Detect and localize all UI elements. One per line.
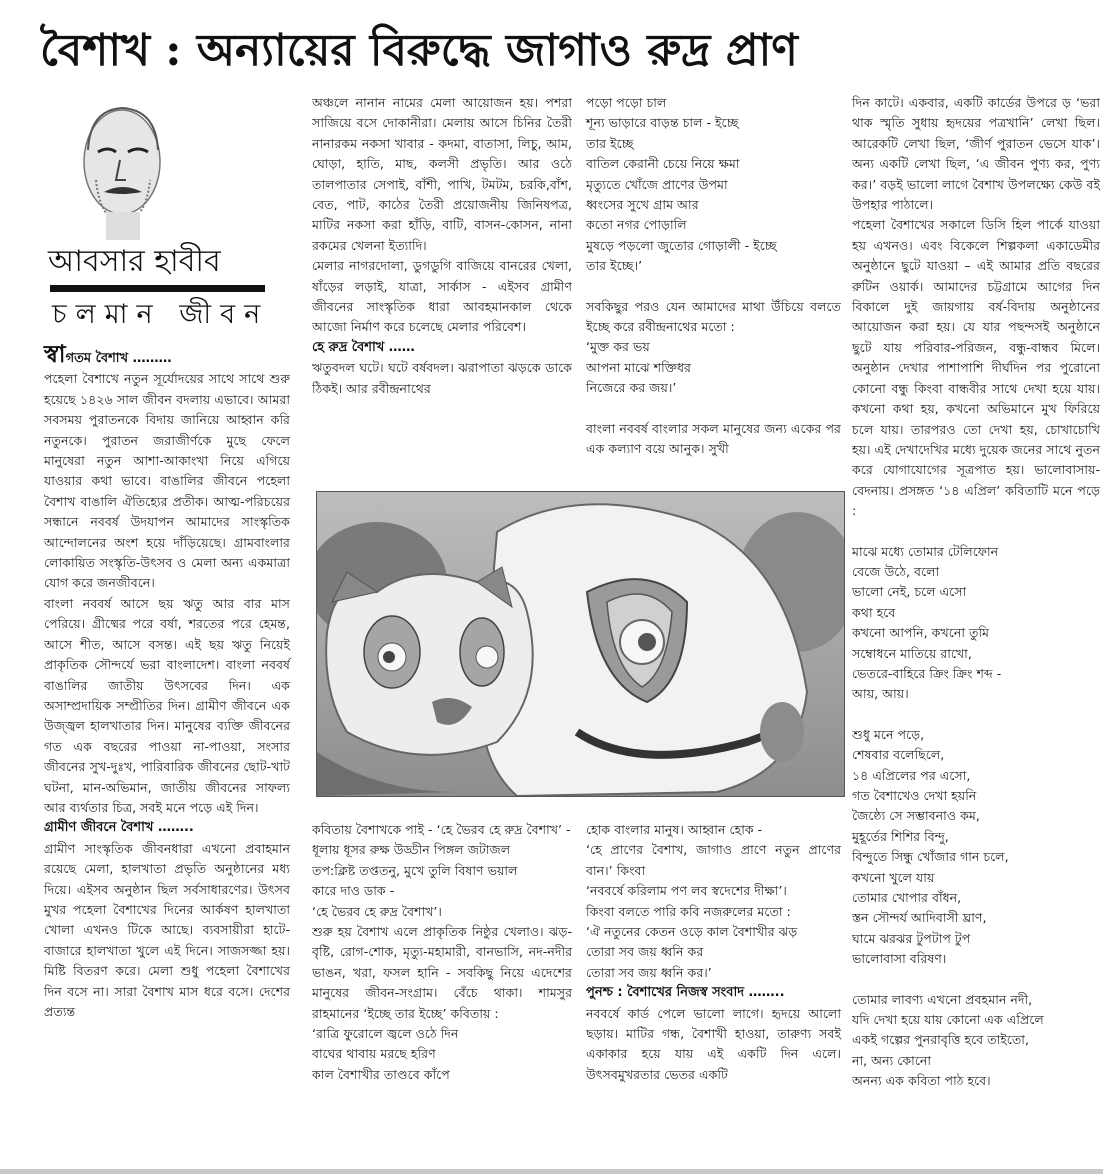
verse-line: গত বৈশাখেও দেখা হয়নি	[852, 788, 977, 803]
paragraph: নববর্ষে কার্ড পেলে ভালো লাগে। হৃদয়ে আলো ছড়ায়। মাটির গন্ধ, বৈশাখী হাওয়া, তারুণ্য সবই একাকার হয়ে যায় এই একটি দিন এলে। উৎসবমুখরতার ভেতর একটি	[586, 1005, 841, 1082]
paragraph: ‘ঐ নতুনের কেতন ওড়ে কাল বৈশাখীর ঝড়	[586, 924, 798, 940]
tiger-effigy-image	[317, 492, 844, 796]
section-heading: গ্রামীণ জীবনে বৈশাখ ……..	[44, 820, 194, 836]
verse-line: ঘামে ঝরঝর টুপটাপ টুপ	[852, 930, 971, 946]
verse-line: শেষবার বলেছিলে,	[852, 747, 945, 763]
verse-line: ‘মুক্ত কর ভয়	[586, 339, 650, 355]
verse-line: আয়, আয়।	[852, 686, 909, 702]
verse-line: ধূলায় ধূসর রুক্ষ উড্ডীন পিঙ্গল জটাজল	[312, 842, 511, 858]
tiger-effigy-photo	[316, 491, 845, 797]
verse-line: না, অন্য কোনো	[852, 1052, 932, 1068]
verse-line: তার ইচ্ছে	[586, 135, 634, 151]
verse-line: মুষড়ে পড়লো জুতোর গোড়ালী - ইচ্ছে	[586, 237, 777, 253]
author-portrait	[70, 100, 170, 240]
headline: বৈশাখ : অন্যায়ের বিরুদ্ধে জাগাও রুদ্র প্রাণ	[40, 25, 798, 76]
verse-line: কখনো আপনি, কখনো তুমি	[852, 625, 990, 641]
paragraph: দিন কাটে। একবার, একটি কার্ডের উপরে ড় ‘ভরা থাক স্মৃতি সুধায় হৃদয়ের পত্রখানি’ লেখা ছিল। আরেকটি লেখা ছিল, ‘জীর্ণ পুরাতন ভেসে যাক’। অন্য একটি লেখা ছিল, ‘এ জীবন পুণ্য কর, পুণ্য কর।’ বড়ই ভালো লাগে বৈশাখ উপলক্ষ্যে কেউ বই উপহার পাঠালে।	[852, 95, 1100, 213]
paragraph: হোক বাংলার মানুষ। আহ্বান হোক -	[586, 822, 763, 837]
verse-line: তোরা সব জয় ধ্বনি কর।’	[586, 964, 712, 980]
verse-line: অনন্য এক কবিতা পাঠ হবে।	[852, 1073, 991, 1089]
verse-line: শূন্য ভাড়ারে বাড়ন্ত চাল - ইচ্ছে	[586, 115, 739, 131]
verse-line: ভালোবাসা বরিষণ।	[852, 951, 947, 967]
verse-line: কারে দাও ডাক -	[312, 883, 395, 899]
column-2-top	[312, 93, 572, 399]
verse-line: কথা হবে	[852, 604, 896, 620]
verse-line: তোরা সব জয় ধ্বনি কর	[586, 944, 704, 960]
section-heading: হে রুদ্র বৈশাখ ……	[312, 339, 415, 355]
verse-line: কতো নগর পোড়ালি	[586, 217, 687, 233]
column-4	[852, 93, 1100, 1092]
verse-line: মাঝে মধ্যে তোমার টেলিফোন	[852, 543, 999, 559]
column-3-bottom	[586, 820, 841, 1085]
verse-line: জৈষ্ঠ্যে সে সম্ভাবনাও কম,	[852, 808, 980, 824]
section-heading: স্বাগতম বৈশাখ ………	[44, 339, 172, 368]
verse-line: মৃত্যুতে খোঁজে প্রাণের উপমা	[586, 176, 728, 192]
paragraph: সবকিছুর পরও যেন আমাদের মাথা উঁচিয়ে বলতে ইচ্ছে করে রবীন্দ্রনাথের মতো :	[586, 298, 841, 335]
paragraph: কবিতায় বৈশাখকে পাই - ‘হে ভৈরব হে রুদ্র বৈশাখ’ -	[312, 822, 571, 837]
paragraph: বাংলা নববর্ষ আসে ছয় ঋতু আর বার মাস পেরিয়ে। গ্রীষ্মের পরে বর্ষা, শরতের পরে হেমন্ত, আসে শীত, আসে বসন্ত। এই ছয় ঋতু নিয়েই প্রাকৃতিক সৌন্দর্যে ভরা বাংলাদেশ। বাংলা নববর্ষ বাঙালির জাতীয় উৎসবের দিন। এক অসাম্প্রদায়িক সম্প্রীতির দিন। গ্রামীণ জীবনে এক উজ্জ্বল হালখাতার দিন। মানুষের ব্যক্তি জীবনের গত এক বছরের পাওয়া না-পাওয়া, সংসার জীবনের সুখ-দুঃখ, পারিবারিক জীবনের ছোট-খাট ঘটনা, মান-অভিমান, জাতীয় জীবনের সাফল্য আর ব্যর্থতার চিত্র, সবই মনে পড়ে এই দিন।	[44, 595, 290, 815]
verse-line: মুহূর্তের শিশির বিন্দু,	[852, 828, 949, 844]
bottom-divider	[0, 1169, 1103, 1174]
verse-line: সম্বোধনে মাতিয়ে রাখো,	[852, 645, 972, 661]
paragraph: ঋতুবদল ঘটে। ঘটে বর্ষবদল। ঝরাপাতা ঝড়কে ডাকে ঠিকই। আর রবীন্দ্রনাথের	[312, 360, 572, 396]
drop-cap: স্বা	[44, 339, 66, 368]
paragraph: গ্রামীণ সাংস্কৃতিক জীবনধারা এখনো প্রবাহমান রয়েছে মেলা, হালখাতা প্রভৃতি অনুষ্ঠানের মধ্য দিয়ে। এইসব অনুষ্ঠান ছিল সর্বসাধারণের। উৎসব মুখর পহেলা বৈশাখের দিনের আর্কষণ হালখাতা খোলা এখনও টিকে আছে। ব্যবসায়ীরা হাটে-বাজারে হালখাতা খুলে এই দিনে। সাজসজ্জা হয়। মিষ্টি বিতরণ করে। মেলা শুধু পহেলা বৈশাখের দিন বসে না। সারা বৈশাখ মাস ধরে বসে। দেশের প্রত্যন্ত	[44, 840, 290, 1019]
paragraph: শুরু হয় বৈশাখ এলে প্রাকৃতিক নিষ্ঠুর খেলাও। ঝড়-বৃষ্টি, রোগ-শোক, মৃত্যু-মহামারী, বানভাসি, নদ-নদীর ভাঙন, খরা, ফসল হানি - সবকিছু নিয়ে এদেশের মানুষের জীবন-সংগ্রাম। বেঁচে থাকা। শামসুর রাহমানের ‘ইচ্ছে তার ইচ্ছে’ কবিতায় :	[312, 924, 572, 1021]
paragraph: ‘নববর্ষে করিলাম পণ লব স্বদেশের দীক্ষা’।	[586, 883, 787, 899]
verse-line: কাল বৈশাখীর তাণ্ডবে কাঁপে	[312, 1066, 450, 1082]
verse-line: ‘হে ভৈরব হে রুদ্র বৈশাখ’।	[312, 903, 442, 919]
verse-line: স্তন সৌন্দর্য আদিবাসী ঘ্রাণ,	[852, 910, 987, 926]
author-name: আবসার হাবীব	[48, 244, 221, 279]
verse-line: বাঘের থাবায় মরছে হরিণ	[312, 1046, 436, 1062]
verse-line: বেজে উঠে, বলো	[852, 563, 940, 579]
verse-line: ভেতরে-বাহিরে ক্রিং ক্রিং শব্দ -	[852, 665, 1002, 681]
verse-line: বাতিল কেরানী চেয়ে নিয়ে ক্ষমা	[586, 156, 740, 172]
paragraph: অঞ্চলে নানান নামের মেলা আয়োজন হয়। পশরা সাজিয়ে বসে দোকানীরা। মেলায় আসে চিনির তৈরী নানারকম নকসা খাবার - কদমা, বাতাসা, লিচু, আম, ঘোড়া, হাতি, মাছ, কলসী প্রভৃতি। আর ওঠে তালপাতার সেপাই, বাঁশী, পাখি, টমটম, চরকি,বাঁশ, বেত, পাট, কাঠের তৈরী প্রয়োজনীয় জিনিষপত্র, মাটির নকসা করা হাঁড়ি, বাটি, বাসন-কোসন, নানা রকমের খেলনা ইত্যাদি।	[312, 95, 572, 253]
author-divider	[50, 285, 265, 292]
paragraph: ‘হে প্রাণের বৈশাখ, জাগাও প্রাণে নতুন প্রাণের বান।’ কিংবা	[586, 842, 841, 878]
verse-line: তার ইচ্ছে।’	[586, 258, 643, 274]
verse-line: শুধু মনে পড়ে,	[852, 726, 925, 742]
verse-line: ভালো নেই, চলে এসো	[852, 584, 967, 600]
verse-line: তোমার খোপার বাঁধন,	[852, 890, 962, 906]
paragraph: কিংবা বলতে পারি কবি নজরুলের মতো :	[586, 903, 791, 919]
verse-line: বিন্দুতে সিন্ধু খোঁজার গান চলে,	[852, 849, 1009, 865]
verse-line: আপনা মাঝে শক্তিধর	[586, 359, 691, 375]
verse-line: ১৪ এপ্রিলের পর এসো,	[852, 767, 971, 783]
paragraph: বাংলা নববর্ষ বাংলার সকল মানুষের জন্য একের পর এক কল্যাণ বয়ে আনুক। সুখী	[586, 420, 841, 457]
verse-line: তপ:ক্লিষ্ট তপ্ততনু, মুখে তুলি বিষাণ ভয়াল	[312, 862, 518, 878]
verse-line: পড়ো পড়ো চাল	[586, 95, 667, 110]
column-1	[44, 339, 290, 1022]
verse-line: একই গল্পের পুনরাবৃত্তি হবে তাইতো,	[852, 1032, 1029, 1048]
verse-line: যদি দেখা হয়ে যায় কোনো এক এপ্রিলে	[852, 1012, 1044, 1028]
verse-line: ‘রাত্রি ফুরোলে জ্বলে ওঠে দিন	[312, 1026, 459, 1042]
verse-line: কখনো খুলে যায়	[852, 869, 935, 885]
paragraph: পহেলা বৈশাখের সকালে ডিসি হিল পার্কে যাওয়া হয় এখনও। এবং বিকেলে শিল্পকলা একাডেমীর অনুষ্ঠানে ছুটে যাওয়া – এই আমার প্রতি বছরের রুটিন ওয়ার্ক। আমাদের চট্টগ্রামে আগের দিন বিকালে দুই জায়গায় বর্ষ-বিদায় অনুষ্ঠানের আয়োজন করা হয়। যে যার পছন্দসই অনুষ্ঠানে ছুটে যায় পরিবার-পরিজন, বন্ধু-বান্ধব মিলে। অনুষ্ঠান দেখার পাশাপাশি দীর্ঘদিন পর পুরোনো কোনো বন্ধু কিংবা বান্ধবীর সাথে দেখা হয়ে যায়। কখনো কথা হয়, কখনো অভিমানে মুখ ফিরিয়ে চলে যায়। তারপরও তো দেখা হয়, চোখাচোখি হয়। এই দেখাদেখির মধ্যে দুয়েক জনের সাথে নুতন করে যোগাযোগের সূত্রপাত হয়। ভালোবাসায়-বেদনায়। প্রসঙ্গত ‘১৪ এপ্রিল’ কবিতাটি মনে পড়ে :	[852, 217, 1100, 519]
section-heading: পুনশ্চ : বৈশাখের নিজস্ব সংবাদ ……..	[586, 985, 785, 1001]
verse-line: তোমার লাবণ্য এখনো প্রবহমান নদী,	[852, 991, 1033, 1007]
column-2-bottom	[312, 820, 572, 1085]
paragraph: পহেলা বৈশাখে নতুন সূর্যোদয়ের সাথে সাথে শুরু হয়েছে ১৪২৬ সাল জীবন বদলায় এভাবে। আমরা সবসময় পুরাতনকে বিদায় জানিয়ে আহ্বান করি নতুনকে। পুরাতন জরাজীর্ণকে মুছে ফেলে মানুষেরা নতুন আশা-আকাংখা নিয়ে এগিয়ে যাওয়ার কথা ভাবে। বাঙালির জীবনে পহেলা বৈশাখ বাঙালি ঐতিহ্যের প্রতীক। আত্ম-পরিচয়ের সন্ধানে নববর্ষ উদযাপন আমাদের সাংস্কৃতিক আন্দোলনের অংশ হয়ে দাঁড়িয়েছে। গ্রামবাংলার লোকায়িত সংস্কৃতি-উৎসব ও মেলা অন্য একমাত্রা যোগ করে জনজীবনে।	[44, 371, 290, 591]
verse-line: নিজেরে কর জয়।’	[586, 380, 677, 396]
column-3-top	[586, 93, 841, 460]
paragraph: মেলার নাগরদোলা, ডুগডুগি বাজিয়ে বানরের খেলা, ষাঁড়ের লড়াই, যাত্রা, সার্কাস - এইসব গ্রামীণ জীবনের সাংস্কৃতিক ধারা আবহমানকাল থেকে আজো নির্মাণ করে চলেছে মেলার পরিবেশ।	[312, 258, 572, 335]
verse-line: ধ্বংসের সুখে গ্রাম আর	[586, 197, 699, 213]
column-name: চলমান জীবন	[52, 299, 270, 330]
